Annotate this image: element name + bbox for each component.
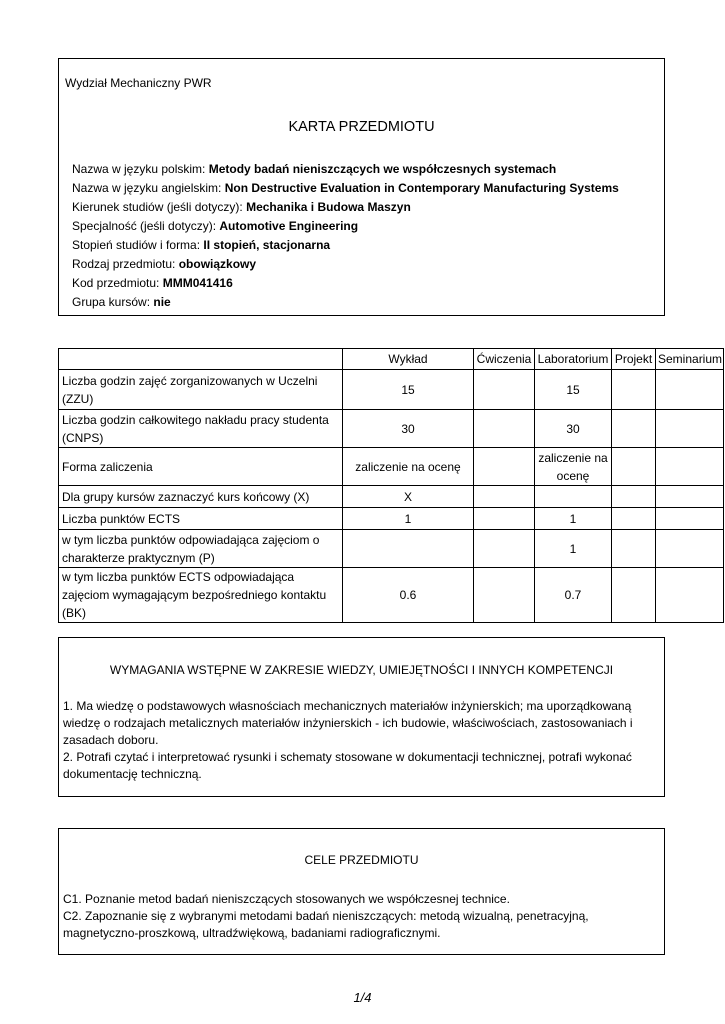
hours-table	[58, 348, 724, 623]
table-cell: 30	[535, 410, 612, 448]
info-course-group	[72, 293, 619, 312]
table-row	[59, 370, 724, 410]
info-label: Specjalność (jeśli dotyczy):	[72, 219, 220, 233]
table-cell	[474, 568, 535, 623]
objectives-section	[58, 828, 665, 955]
info-course-type	[72, 255, 619, 274]
info-value: Automotive Engineering	[219, 219, 359, 233]
info-degree-form	[72, 236, 619, 255]
table-cell	[612, 410, 656, 448]
table-row	[59, 508, 724, 530]
course-info-list	[72, 160, 619, 312]
course-header-box	[58, 58, 665, 316]
info-label: Nazwa w języku polskim:	[72, 162, 209, 176]
table-cell: 1	[535, 508, 612, 530]
prerequisites-section	[58, 637, 665, 797]
column-header	[59, 349, 343, 370]
info-value: II stopień, stacjonarna	[203, 238, 331, 252]
table-cell	[656, 486, 724, 508]
info-label: Grupa kursów:	[72, 295, 154, 309]
table-cell	[656, 410, 724, 448]
info-value: Metody badań nieniszczących we współczesnych systemach	[208, 162, 557, 176]
info-value: Mechanika i Budowa Maszyn	[246, 200, 411, 214]
table-row	[59, 448, 724, 486]
table-row	[59, 486, 724, 508]
table-cell	[474, 370, 535, 410]
info-value: Non Destructive Evaluation in Contemporary Manufacturing Systems	[224, 181, 619, 195]
page-number: 1/4	[353, 990, 372, 1005]
column-header: Projekt	[612, 349, 656, 370]
info-course-code	[72, 274, 619, 293]
prerequisites-heading: WYMAGANIA WSTĘPNE W ZAKRESIE WIEDZY, UMIEJĘTNOŚCI I INNYCH KOMPETENCJI	[109, 663, 614, 677]
table-cell	[474, 508, 535, 530]
table-row	[59, 530, 724, 568]
prerequisite-item: 1. Ma wiedzę o podstawowych własnościach mechanicznych materiałów inżynierskich; ma uporządkowaną wiedzę o rodzajach metalicznych materiałów inżynierskich - ich budowie, właściwościach, zastosowaniach i zasadach doboru.	[63, 699, 633, 747]
table-cell	[474, 448, 535, 486]
table-cell	[656, 530, 724, 568]
info-field-of-study	[72, 198, 619, 217]
table-header-row	[59, 349, 724, 370]
info-value: nie	[153, 295, 171, 309]
objectives-body	[63, 891, 658, 942]
table-cell	[474, 410, 535, 448]
row-label: w tym liczba punktów odpowiadająca zajęciom o charakterze praktycznym (P)	[59, 530, 343, 568]
table-cell	[656, 508, 724, 530]
table-cell: 1	[343, 508, 474, 530]
table-cell	[656, 448, 724, 486]
column-header: Ćwiczenia	[474, 349, 535, 370]
info-polish-name	[72, 160, 619, 179]
table-cell: zaliczenie na ocenę	[343, 448, 474, 486]
info-label: Kierunek studiów (jeśli dotyczy):	[72, 200, 247, 214]
prerequisite-item: 2. Potrafi czytać i interpretować rysunki i schematy stosowane w dokumentacji technicznej, potrafi wykonać dokumentację techniczną.	[63, 750, 632, 781]
table-cell	[656, 370, 724, 410]
row-label: Liczba godzin zajęć zorganizowanych w Uczelni (ZZU)	[59, 370, 343, 410]
table-cell	[612, 370, 656, 410]
column-header: Seminarium	[656, 349, 724, 370]
table-cell	[343, 530, 474, 568]
column-header: Wykład	[343, 349, 474, 370]
info-label: Nazwa w języku angielskim:	[72, 181, 225, 195]
column-header: Laboratorium	[535, 349, 612, 370]
row-label: Liczba godzin całkowitego nakładu pracy studenta (CNPS)	[59, 410, 343, 448]
table-cell: X	[343, 486, 474, 508]
objective-item: C1. Poznanie metod badań nieniszczących stosowanych we współczesnej technice.	[63, 892, 510, 906]
info-value: obowiązkowy	[178, 257, 257, 271]
table-cell: zaliczenie na ocenę	[535, 448, 612, 486]
table-cell: 30	[343, 410, 474, 448]
row-label: Dla grupy kursów zaznaczyć kurs końcowy (X)	[59, 486, 343, 508]
info-value: MMM041416	[162, 276, 233, 290]
info-label: Kod przedmiotu:	[72, 276, 163, 290]
info-label: Stopień studiów i forma:	[72, 238, 204, 252]
faculty-name: Wydział Mechaniczny PWR	[65, 76, 212, 90]
table-cell: 15	[535, 370, 612, 410]
table-row	[59, 568, 724, 623]
table-cell	[474, 530, 535, 568]
table-cell	[656, 568, 724, 623]
table-cell	[474, 486, 535, 508]
table-cell: 0.7	[535, 568, 612, 623]
prerequisites-body	[63, 698, 658, 783]
table-cell	[612, 568, 656, 623]
info-english-name	[72, 179, 619, 198]
table-cell	[612, 508, 656, 530]
row-label: w tym liczba punktów ECTS odpowiadająca zajęciom wymagającym bezpośredniego kontaktu (BK)	[59, 568, 343, 623]
objectives-heading: CELE PRZEDMIOTU	[304, 853, 419, 867]
table-cell: 0.6	[343, 568, 474, 623]
info-label: Rodzaj przedmiotu:	[72, 257, 179, 271]
table-cell	[612, 530, 656, 568]
info-specialization	[72, 217, 619, 236]
table-cell: 1	[535, 530, 612, 568]
document-title: KARTA PRZEDMIOTU	[288, 119, 435, 135]
objective-item: C2. Zapoznanie się z wybranymi metodami badań nieniszczących: metodą wizualną, penetracyjną, magnetyczno-proszkową, ultradźwiękową, badaniami radiograficznymi.	[63, 909, 589, 940]
table-cell: 15	[343, 370, 474, 410]
row-label: Forma zaliczenia	[59, 448, 343, 486]
table-row	[59, 410, 724, 448]
row-label: Liczba punktów ECTS	[59, 508, 343, 530]
table-cell	[612, 448, 656, 486]
table-cell	[535, 486, 612, 508]
table-cell	[612, 486, 656, 508]
